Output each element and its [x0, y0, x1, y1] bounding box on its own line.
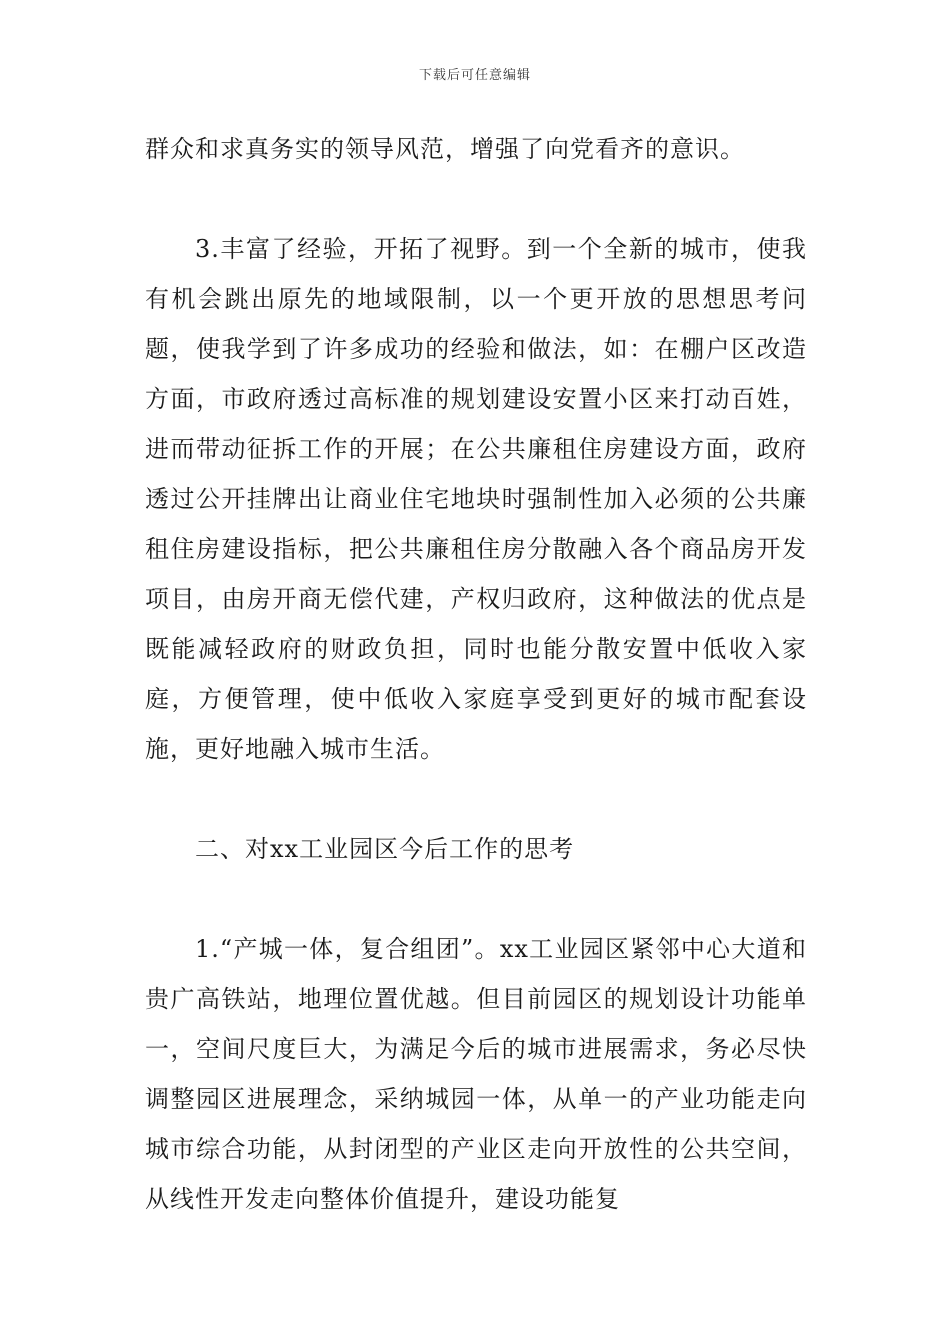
paragraph-spacer	[145, 174, 807, 224]
paragraph-spacer	[145, 774, 807, 824]
paragraph-spacer	[145, 874, 807, 924]
paragraph-experience: 3.丰富了经验，开拓了视野。到一个全新的城市，使我有机会跳出原先的地域限制，以一个更开放的思想思考问题，使我学到了许多成功的经验和做法，如：在棚户区改造方面，市政府透过高标准的规划建设安置小区来打动百姓，进而带动征拆工作的开展；在公共廉租住房建设方面，政府透过公开挂牌出让商业住宅地块时强制性加入必须的公共廉租住房建设指标，把公共廉租住房分散融入各个商品房开发项目，由房开商无偿代建，产权归政府，这种做法的优点是既能减轻政府的财政负担，同时也能分散安置中低收入家庭，方便管理，使中低收入家庭享受到更好的城市配套设施，更好地融入城市生活。	[145, 235, 807, 763]
paragraph-continuation: 群众和求真务实的领导风范，增强了向党看齐的意识。	[145, 135, 745, 163]
document-body	[145, 124, 807, 1224]
page-header: 下载后可任意编辑	[418, 68, 531, 83]
section-heading: 二、对xx工业园区今后工作的思考	[195, 835, 575, 863]
paragraph-industry-city: 1.“产城一体，复合组团”。xx工业园区紧邻中心大道和贵广高铁站，地理位置优越。但目前园区的规划设计功能单一，空间尺度巨大，为满足今后的城市进展需求，务必尽快调整园区进展理念，采纳城园一体，从单一的产业功能走向城市综合功能，从封闭型的产业区走向开放性的公共空间，从线性开发走向整体价值提升，建设功能复	[145, 935, 807, 1213]
